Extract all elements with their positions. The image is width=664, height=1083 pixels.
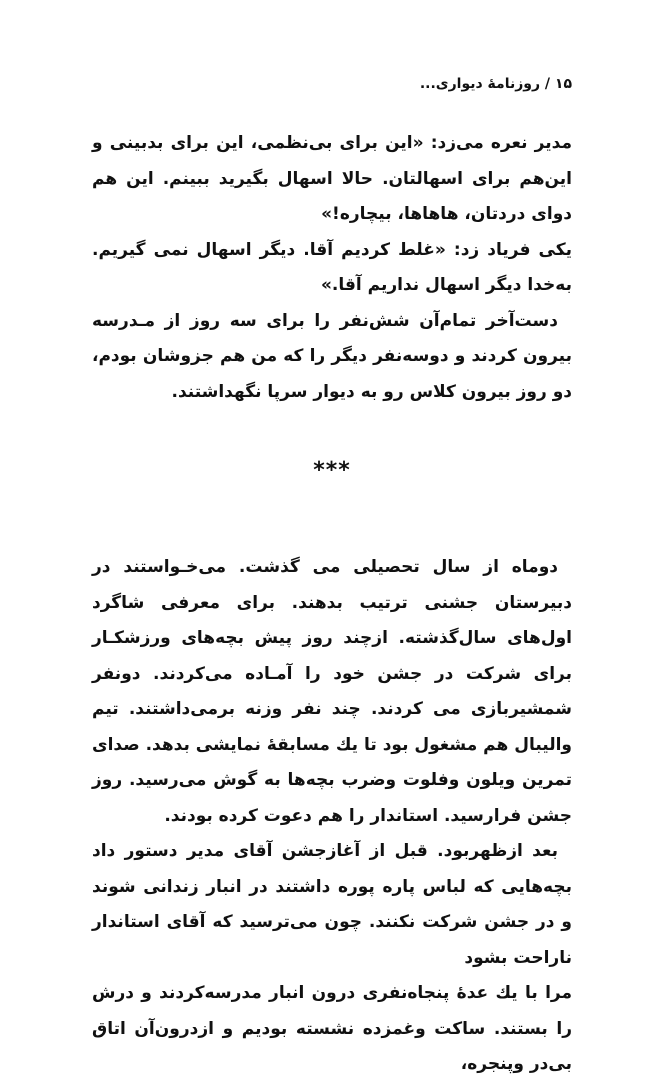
section-separator: *** — [313, 458, 351, 483]
paragraph: دست‌آخر تمام‌آن شش‌نفر را برای سه روز از مـدرسه بیرون کردند و دوسه‌نفر دیگر را که من هم جزوشان بودم، دو روز بیرون کلاس رو به دیوار سرپا نگهداشتند. — [92, 310, 572, 402]
paragraph: دوماه از سال تحصیلی می گذشت. می‌خـواستند در دبیرستان جشنی ترتیب بدهند. برای معرفی شاگرد اول‌های سال‌گذشته. ازچند روز پیش بچه‌های ورزشکـار برای شرکت در جشن خود را آمـاده می‌کردند. دونفر شمشیربازی می کردند. چند نفر وزنه برمی‌داشتند. تیم والیبال هم مشغول بود تا یك مسابقهٔ نمایشی بدهد. صدای تمرین ویلون وفلوت وضرب بچه‌ها به گوش می‌رسید. روز جشن فرارسید. استاندار را هم دعوت کرده بودند. — [92, 557, 572, 826]
paragraph: مرا با یك عدهٔ پنجاه‌نفری درون انبار مدرسه‌کردند و درش را بستند. ساکت وغمزده نشسته بودیم و ازدرون‌آن اتاق بی‌در وپنجره، — [92, 983, 572, 1074]
running-head: ۱۵ / روزنامهٔ دیواری... — [419, 76, 572, 92]
text-section-1 — [92, 126, 572, 410]
paragraph: یکی فریاد زد: «غلط کردیم آقا. دیگر اسهال نمی گیریم. به‌خدا دیگر اسهال نداریم آقا.» — [92, 239, 572, 295]
paragraph: بعد ازظهربود. قبل از آغازجشن آقای مدیر دستور داد بچه‌هایی که لباس پاره پوره داشتند در انبار زندانی شوند و در جشن شرکت نکنند. چون می‌ترسید که آقای استاندار ناراحت بشود — [92, 841, 572, 968]
text-section-2 — [92, 550, 572, 1083]
paragraph: مدیر نعره می‌زد: «این برای بی‌نظمی، این برای بدبینی و این‌هم برای اسهالتان. حالا اسهال بگیرید ببینم. این هم دوای دردتان، هاهاها، بیچاره!» — [92, 133, 572, 224]
